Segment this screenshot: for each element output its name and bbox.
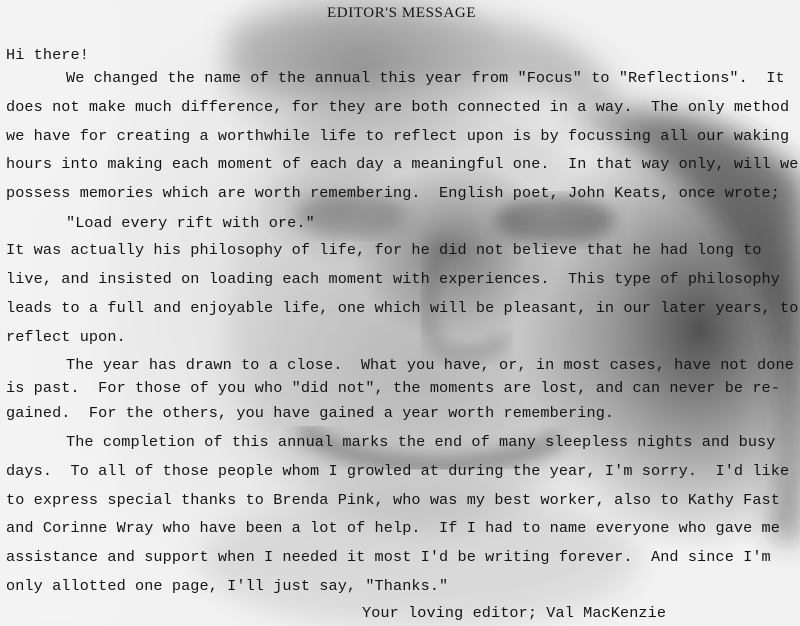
body-line: We changed the name of the annual this year from "Focus" to "Reflections". It <box>66 69 785 87</box>
body-line: The completion of this annual marks the end of many sleepless nights and busy <box>66 433 776 451</box>
greeting-line: Hi there! <box>6 46 89 64</box>
body-line: It was actually his philosophy of life, for he did not believe that he had long to <box>6 241 762 259</box>
body-line: assistance and support when I needed it most I'd be writing forever. And since I'm <box>6 548 771 566</box>
body-line: live, and insisted on loading each moment with experiences. This type of philosophy <box>6 270 780 288</box>
body-line: is past. For those of you who "did not", the moments are lost, and can never be re- <box>6 379 780 397</box>
body-line: possess memories which are worth remembering. English poet, John Keats, once wrote; <box>6 184 780 202</box>
body-line: to express special thanks to Brenda Pink, who was my best worker, also to Kathy Fast <box>6 491 780 509</box>
body-line: only allotted one page, I'll just say, "Thanks." <box>6 577 449 595</box>
body-line: does not make much difference, for they are both connected in a way. The only method <box>6 98 790 116</box>
quote-line: "Load every rift with ore." <box>66 214 315 232</box>
body-line: reflect upon. <box>6 328 126 346</box>
body-line: and Corinne Wray who have been a lot of help. If I had to name everyone who gave me <box>6 519 780 537</box>
message-title: EDITOR'S MESSAGE <box>327 5 477 21</box>
body-line: we have for creating a worthwhile life to reflect upon is by focussing all our waking <box>6 127 790 145</box>
body-line: The year has drawn to a close. What you have, or, in most cases, have not done <box>66 356 794 374</box>
body-line: gained. For the others, you have gained a year worth remembering. <box>6 404 615 422</box>
body-line: hours into making each moment of each day a meaningful one. In that way only, will we <box>6 155 799 173</box>
body-line: days. To all of those people whom I growled at during the year, I'm sorry. I'd like <box>6 462 790 480</box>
editor-signature: Your loving editor; Val MacKenzie <box>362 604 667 622</box>
body-line: leads to a full and enjoyable life, one which will be pleasant, in our later years, to <box>6 299 799 317</box>
